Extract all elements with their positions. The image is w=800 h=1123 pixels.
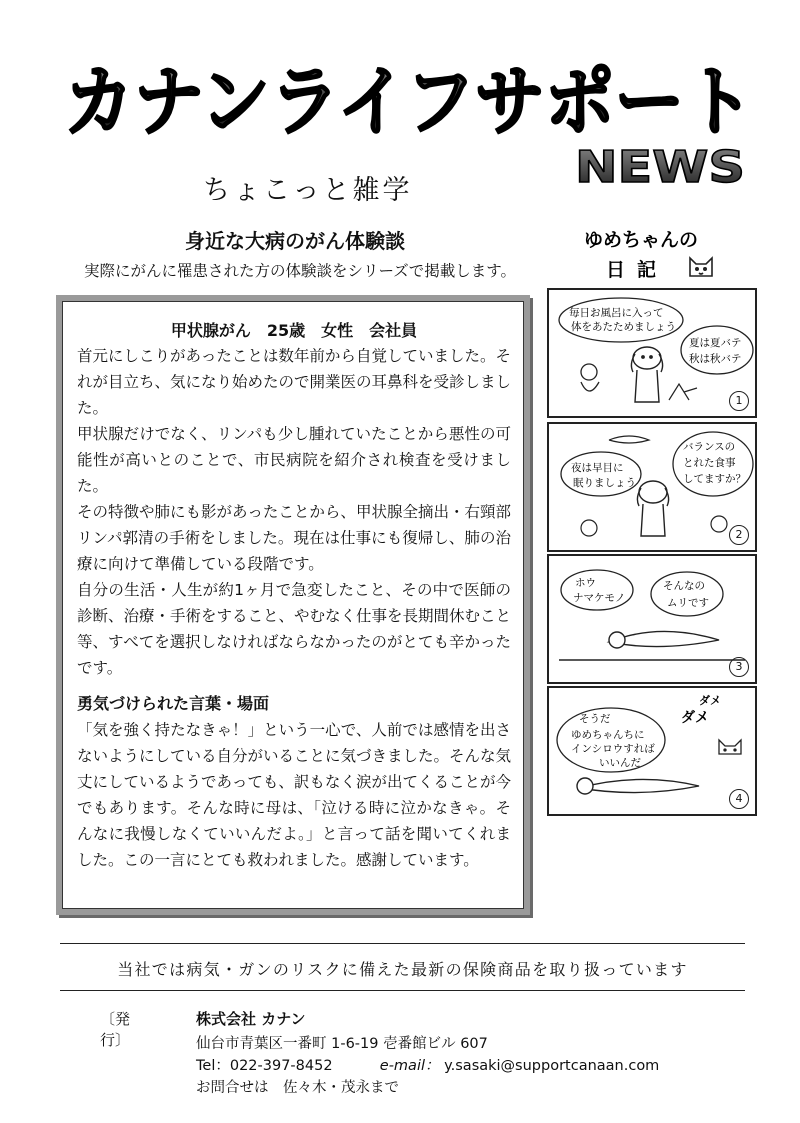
- svg-text:毎日お風呂に入って: 毎日お風呂に入って: [569, 307, 664, 319]
- publisher-label: 〔発行〕: [100, 1010, 131, 1049]
- svg-text:してますか？: してますか？: [683, 473, 746, 485]
- comic-panel-4: [547, 686, 757, 816]
- speech-bubble: [561, 452, 641, 496]
- masthead-subtitle: NEWS: [575, 142, 745, 188]
- masthead-title: カナンライフサポート: [64, 58, 754, 146]
- shout-text: ダメ: [699, 694, 721, 707]
- svg-text:ゆめちゃんちに: ゆめちゃんちに: [571, 729, 645, 741]
- section-label: ちょこっと雑学: [203, 175, 413, 206]
- svg-text:そうだ: そうだ: [579, 713, 611, 725]
- sloth-character-icon: [577, 778, 699, 794]
- publisher-company: 株式会社 カナン: [196, 1010, 306, 1028]
- svg-text:そんなの: そんなの: [663, 580, 705, 592]
- headline: 身近な大病のがん体験談: [185, 229, 405, 253]
- panel-number: 1: [729, 391, 749, 411]
- speech-bubble: [651, 572, 723, 616]
- speech-bubble: [559, 298, 683, 342]
- cat-character-icon: [719, 740, 741, 754]
- publisher-email[interactable]: y.sasaki@supportcanaan.com: [444, 1058, 660, 1074]
- dog-character-icon: [631, 347, 662, 402]
- story-paragraph: 首元にしこりがあったことは数年前から自覚していました。それが目立ち、気になり始めたので開業医の耳鼻科を受診しました。: [77, 347, 512, 417]
- diary-title-line1: ゆめちゃんの: [584, 229, 699, 251]
- divider: [60, 990, 745, 991]
- panel-number: 4: [729, 789, 749, 809]
- speech-bubble: [557, 708, 665, 772]
- story-subheading: 勇気づけられた言葉・場面: [77, 694, 270, 713]
- speech-bubble: [561, 570, 633, 610]
- publisher-contact: お問合せは 佐々木・茂永まで: [196, 1080, 399, 1096]
- svg-text:夜は早目に: 夜は早目に: [571, 462, 624, 474]
- story-paragraph: その特徴や肺にも影があったことから、甲状腺全摘出・右頸部リンパ郭清の手術をしました。現在は仕事にも復帰し、肺の治療に向けて準備している段階です。: [77, 503, 511, 573]
- story-content: [62, 301, 524, 909]
- sloth-character-icon: [559, 631, 745, 660]
- svg-text:秋は秋バテ: 秋は秋バテ: [689, 353, 742, 365]
- story-closing: 「気を強く持たなきゃ！」という一心で、人前では感情を出さないようにしている自分がいることに気づきました。そんな気丈にしているようであっても、訳もなく涙が出てくることが今でもあります。そんな時に母は、「泣ける時に泣かなきゃ。そんなに我慢しなくていいんだよ。」と言って話を聞いてくれました。この一言にとても救われました。感謝しています。: [77, 721, 512, 869]
- email-label: e-mail：: [379, 1058, 440, 1074]
- cat-face-icon: [690, 258, 712, 276]
- panel-number: 3: [729, 657, 749, 677]
- speech-bubble: [681, 326, 753, 374]
- publisher-contact-line: [196, 1054, 659, 1075]
- svg-text:とれた食事: とれた食事: [683, 457, 736, 469]
- speech-bubble: [673, 432, 753, 496]
- diary-title: [578, 222, 730, 284]
- svg-text:ホウ: ホウ: [575, 577, 596, 589]
- publisher-address: 仙台市青葉区一番町 1-6-19 壱番館ビル 607: [196, 1036, 488, 1052]
- comic-panel-2: [547, 422, 757, 552]
- story-title: 甲状腺がん 25歳 女性 会社員: [170, 321, 418, 340]
- notice-text: 当社では病気・ガンのリスクに備えた最新の保険商品を取り扱っています: [117, 960, 688, 979]
- story-paragraph: 甲状腺だけでなく、リンパも少し腫れていたことから悪性の可能性が高いとのことで、市民病院を紹介され検査を受けました。: [77, 425, 511, 495]
- diary-title-line2: 日記: [606, 259, 669, 281]
- panel-number: 2: [729, 525, 749, 545]
- svg-text:ナマケモノ: ナマケモノ: [573, 592, 626, 604]
- svg-text:体をあたためましょう: 体をあたためましょう: [571, 321, 676, 333]
- comic-panel-3: [547, 554, 757, 684]
- svg-text:夏は夏バテ: 夏は夏バテ: [689, 337, 742, 349]
- svg-text:ムリです: ムリです: [667, 597, 709, 609]
- svg-text:バランスの: バランスの: [683, 441, 736, 453]
- lead-text: 実際にがんに罹患された方の体験談をシリーズで掲載します。: [84, 262, 516, 280]
- comic-panel-1: [547, 288, 757, 418]
- story-box: [56, 295, 530, 915]
- svg-text:眠りましょう: 眠りましょう: [573, 477, 636, 489]
- svg-text:インシロウすれば: インシロウすれば: [571, 743, 655, 755]
- shout-text: ダメ: [681, 710, 709, 726]
- publisher-tel: Tel：022-397-8452: [196, 1058, 333, 1074]
- dog-character-icon: [637, 481, 668, 536]
- story-paragraph: 自分の生活・人生が約1ヶ月で急変したこと、その中で医師の診断、治療・手術をすること、やむなく仕事を長期間休むこと等、すべてを選択しなければならなかったのがとても辛かったです。: [77, 581, 512, 677]
- bird-character-icon: [581, 364, 599, 391]
- divider: [60, 943, 745, 944]
- svg-text:いいんだ: いいんだ: [599, 757, 641, 769]
